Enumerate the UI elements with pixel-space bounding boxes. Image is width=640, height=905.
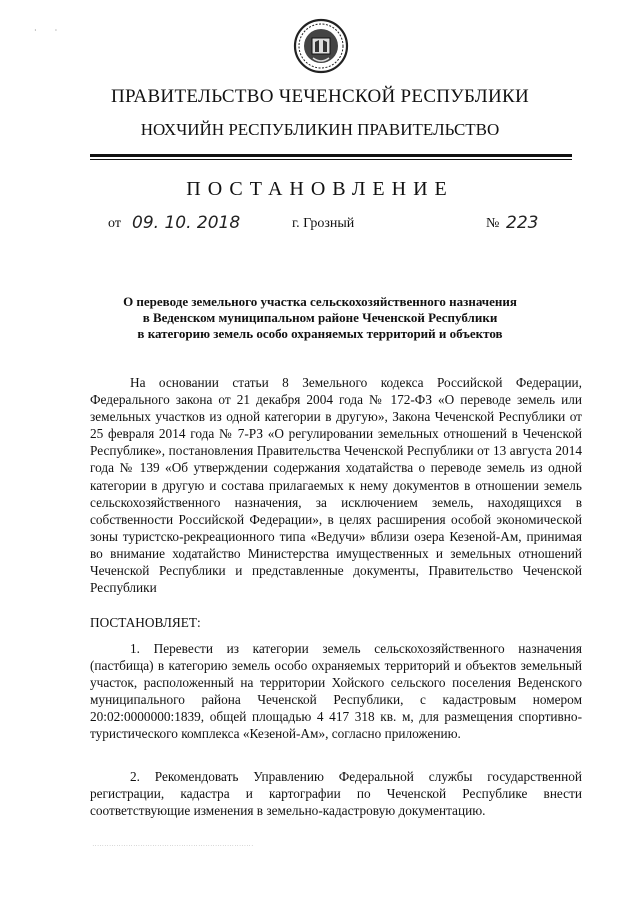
number-prefix: №	[486, 216, 500, 231]
file-path-footer: ···································································	[92, 843, 254, 848]
subject-line: О переводе земельного участка сельскохозяйственного назначения	[123, 294, 517, 309]
item-2-paragraph: 2. Рекомендовать Управлению Федеральной службы государственной регистрации, кадастра и картографии по Чеченской Республике внести соответствующие изменения в земельно-кадастровую документацию.	[90, 769, 582, 819]
scan-marks: · ·	[34, 26, 58, 35]
government-name-ce: НОХЧИЙН РЕСПУБЛИКИН ПРАВИТЕЛЬСТВО	[140, 120, 500, 139]
subject-line: в категорию земель особо охраняемых территорий и объектов	[137, 326, 503, 341]
item-1-paragraph: 1. Перевести из категории земель сельскохозяйственного назначения (пастбища) в категорию земель особо охраняемых территорий и объектов земельный участок, расположенный на территории Хойского сельского поселения Веденского муниципального района Чеченской Республики, с кадастровым номером 20:02:0000000:1839, общей площадью 4 417 318 кв. м, для размещения спортивно-туристического комплекса «Кезеной-Ам», согласно приложению.	[90, 641, 582, 742]
subject-line: в Веденском муниципальном районе Чеченской Республики	[142, 310, 498, 325]
resolves-heading: ПОСТАНОВЛЯЕТ:	[90, 615, 201, 630]
date-prefix: от	[108, 216, 121, 231]
coat-of-arms-icon	[293, 18, 349, 74]
preamble-paragraph: На основании статьи 8 Земельного кодекса Российской Федерации, Федерального закона от 21 декабря 2004 года № 172-ФЗ «О переводе земель или земельных участков из одной категории в другую», Закона Чеченской Республики от 25 февраля 2014 года № 7-РЗ «О регулировании земельных отношений в Чеченской Республике», постановления Правительства Чеченской Республики от 13 августа 2014 года № 139 «Об утверждении содержания ходатайства о переводе земель из одной категории в другую и состава прилагаемых к нему документов в отношении земель сельскохозяйственного назначения, за исключением земель, находящихся в собственности Российской Федерации», в целях расширения особой экономической зоны туристско-рекреационного типа «Ведучи» вблизи озера Кезеной-Ам, принимая во внимание ходатайство Министерства имущественных и земельных отношений Чеченской Республики и представленные документы, Правительство Чеченской Республики	[90, 375, 582, 596]
header-rule	[90, 154, 572, 157]
document-number: 223	[506, 213, 539, 233]
document-subject	[70, 294, 570, 342]
government-name-ru: ПРАВИТЕЛЬСТВО ЧЕЧЕНСКОЙ РЕСПУБЛИКИ	[110, 86, 530, 107]
city: г. Грозный	[292, 216, 355, 231]
date-value: 09. 10. 2018	[132, 213, 241, 233]
header-rule-thin	[90, 159, 572, 160]
document-title: ПОСТАНОВЛЕНИЕ	[186, 178, 454, 200]
